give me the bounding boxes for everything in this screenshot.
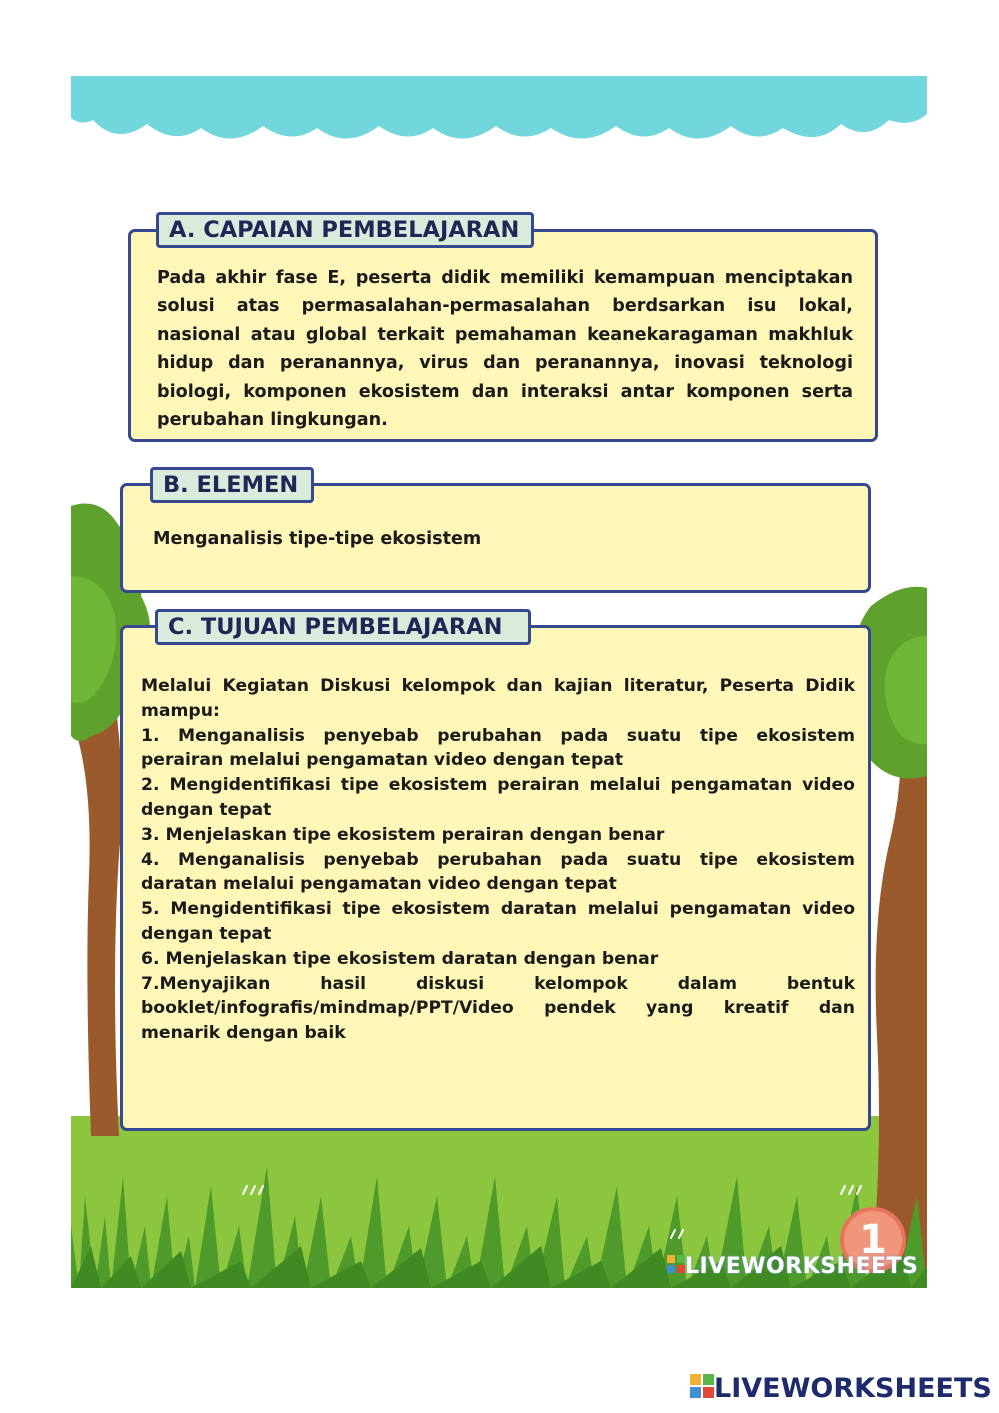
text-line: dengan tepat bbox=[141, 799, 272, 820]
text-line: booklet/infografis/mindmap/PPT/Video pendek yang kreatif dan bbox=[141, 998, 855, 1019]
text-line: 1. Menganalisis penyebab perubahan pada suatu tipe ekosistem bbox=[141, 725, 855, 746]
text-line: hidup dan peranannya, virus dan peranannya, inovasi teknologi bbox=[157, 353, 853, 374]
left-tree-trunk bbox=[71, 676, 122, 1136]
text-line: 2. Mengidentifikasi tipe ekosistem perairan melalui pengamatan video bbox=[141, 775, 855, 796]
cloud-border bbox=[71, 76, 927, 139]
liveworksheets-logo-icon bbox=[690, 1373, 714, 1407]
text-line: dengan tepat bbox=[141, 923, 272, 944]
text-line: biologi, komponen ekosistem dan interaksi antar komponen serta bbox=[157, 381, 853, 402]
text-line: mampu: bbox=[141, 700, 220, 721]
text-line: nasional atau global terkait pemahaman keanekaragaman makhluk bbox=[157, 324, 853, 345]
watermark bbox=[667, 1254, 918, 1280]
text-line: Pada akhir fase E, peserta didik memiliki kemampuan menciptakan bbox=[157, 268, 853, 288]
section-b-text: Menganalisis tipe-tipe ekosistem bbox=[153, 529, 482, 549]
text-line: 4. Menganalisis penyebab perubahan pada suatu tipe ekosistem bbox=[141, 849, 855, 870]
text-line: 6. Menjelaskan tipe ekosistem daratan dengan benar bbox=[141, 948, 659, 969]
text-line: 5. Mengidentifikasi tipe ekosistem daratan melalui pengamatan video bbox=[141, 899, 855, 920]
text-line: perairan melalui pengamatan video dengan tepat bbox=[141, 750, 624, 771]
text-line: daratan melalui pengamatan video dengan tepat bbox=[141, 874, 617, 895]
section-a-label: A. CAPAIAN PEMBELAJARAN bbox=[156, 212, 534, 248]
section-b-label: B. ELEMEN bbox=[150, 467, 314, 503]
text-line: perubahan lingkungan. bbox=[157, 410, 388, 431]
section-c-text bbox=[141, 674, 855, 1046]
liveworksheets-logo-icon bbox=[667, 1254, 685, 1280]
section-a-text bbox=[157, 264, 853, 434]
footer-brand[interactable] bbox=[690, 1372, 992, 1407]
section-c-label: C. TUJUAN PEMBELAJARAN bbox=[155, 609, 531, 645]
text-line: 3. Menjelaskan tipe ekosistem perairan dengan benar bbox=[141, 824, 665, 845]
watermark-text: LIVEWORKSHEETS bbox=[685, 1254, 919, 1279]
text-line: Melalui Kegiatan Diskusi kelompok dan kajian literatur, Peserta Didik bbox=[141, 676, 855, 696]
footer-brand-text: LIVEWORKSHEETS bbox=[714, 1373, 992, 1404]
page-number: 1 bbox=[859, 1217, 887, 1263]
text-line: solusi atas permasalahan-permasalahan berdsarkan isu lokal, bbox=[157, 296, 853, 317]
text-line: 7.Menyajikan hasil diskusi kelompok dalam bentuk bbox=[141, 973, 855, 994]
text-line: menarik dengan baik bbox=[141, 1023, 346, 1044]
